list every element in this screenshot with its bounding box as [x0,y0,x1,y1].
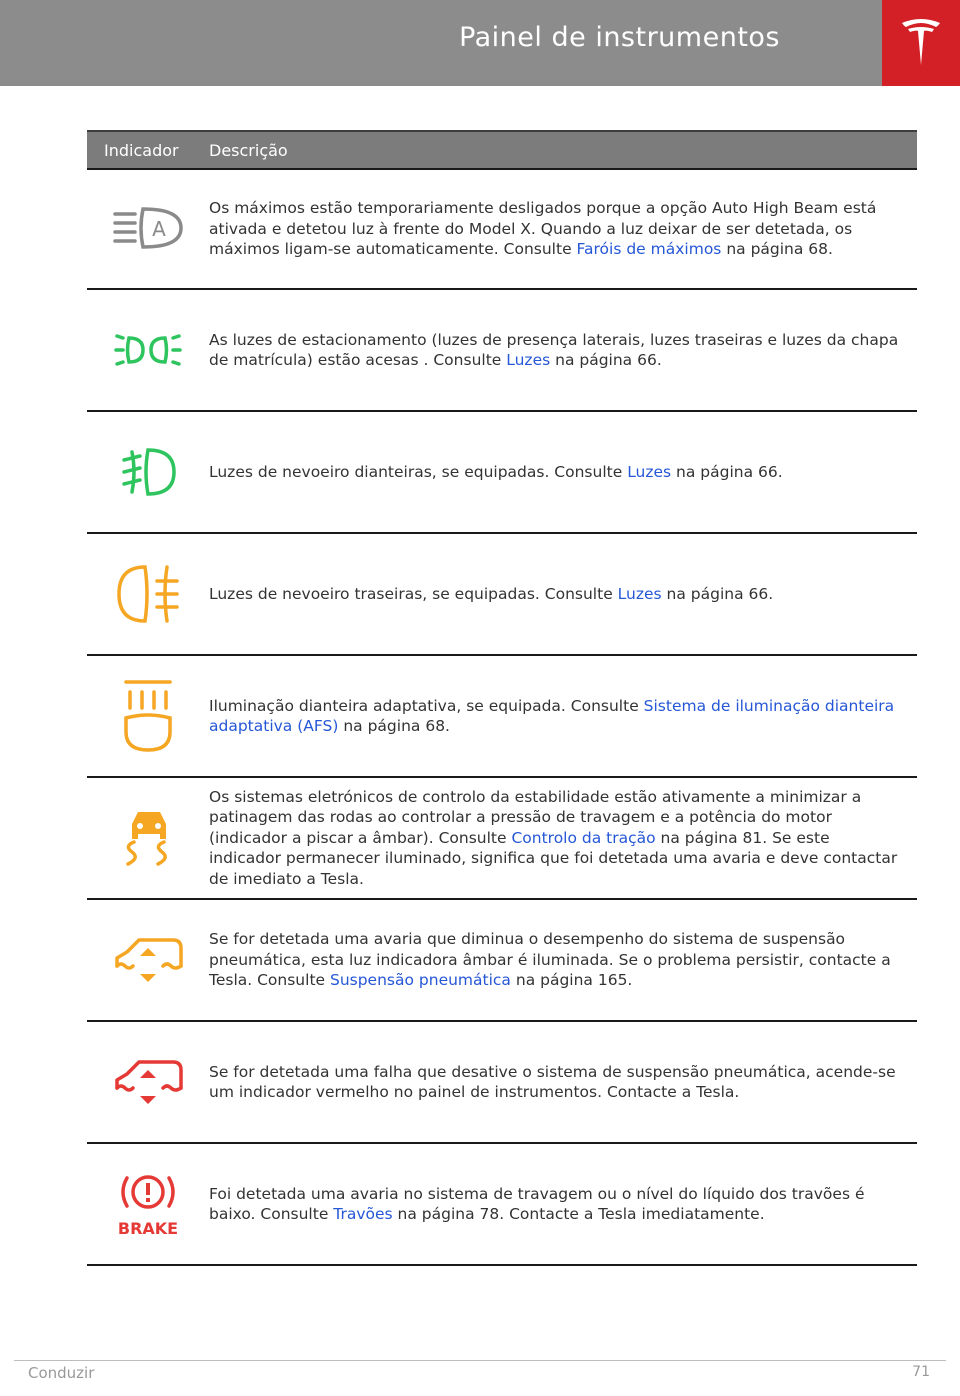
table-row [87,656,917,778]
row-description: Luzes de nevoeiro traseiras, se equipadas. Consulte Luzes na página 66. [209,584,774,603]
footer-divider [14,1360,946,1361]
adaptive-front-lighting-icon [120,678,176,754]
link-afs[interactable]: Sistema de iluminação dianteira adaptativa (AFS) [209,696,895,735]
table-row [87,1144,917,1266]
column-header-description: Descrição [209,140,288,160]
table-row [87,412,917,534]
footer-section: Conduzir [28,1364,95,1382]
row-description: Iluminação dianteira adaptativa, se equipada. Consulte Sistema de iluminação dianteira adaptativa (AFS) na página 68. [209,696,895,735]
brake-warning-icon [113,1168,183,1240]
brake-label: BRAKE [117,1219,179,1238]
tesla-logo-icon [898,17,944,69]
front-fog-lights-icon [118,442,178,502]
indicator-table [87,130,917,1266]
row-description: Foi detetada uma avaria no sistema de travagem ou o nível do líquido dos travões é baixo. Consulte Travões na página 78. Contacte a Tesla imediatamente. [209,1184,865,1223]
auto-high-beam-icon [113,204,183,254]
link-luzes[interactable]: Luzes [617,584,662,603]
table-row [87,534,917,656]
row-description: As luzes de estacionamento (luzes de presença laterais, luzes traseiras e luzes da chapa de matrícula) estão acesas . Consulte Luzes na página 66. [209,330,899,369]
air-suspension-red-icon [111,1056,185,1108]
table-row [87,778,917,900]
link-luzes[interactable]: Luzes [506,351,551,369]
page-number: 71 [912,1364,930,1380]
parking-lights-icon [113,330,183,370]
traction-control-icon [120,808,176,868]
page-title: Painel de instrumentos [459,22,780,53]
table-row [87,1022,917,1144]
table-row [87,168,917,290]
column-header-indicator: Indicador [104,140,179,160]
header-bar [0,0,882,86]
link-suspensao-pneumatica[interactable]: Suspensão pneumática [329,971,511,990]
link-travoes[interactable]: Travões [333,1205,393,1223]
svg-text:A: A [152,217,166,241]
row-description: Os máximos estão temporariamente desligados porque a opção Auto High Beam está ativada e detetou luz à frente do Model X. Quando a luz deixar de ser detetada, os máximos ligam-se automaticamente. Consulte Faróis de máximos na página 68. [209,199,877,259]
link-luzes[interactable]: Luzes [627,462,672,481]
rear-fog-lights-icon [115,561,181,627]
tesla-logo [882,0,960,86]
table-header [87,130,917,168]
air-suspension-amber-icon [111,934,185,986]
row-description: Luzes de nevoeiro dianteiras, se equipadas. Consulte Luzes na página 66. [209,462,783,481]
link-controlo-tracao[interactable]: Controlo da tração [511,828,656,847]
link-farois-maximos[interactable]: Faróis de máximos [576,240,722,259]
row-description: Se for detetada uma avaria que diminua o desempenho do sistema de suspensão pneumática, esta luz indicadora âmbar é iluminada. Se o problema persistir, contacte a Tesla. Consulte Suspensão pneumática na página 165. [209,930,891,990]
row-description: Se for detetada uma falha que desative o sistema de suspensão pneumática, acende-se um indicador vermelho no painel de instrumentos. Contacte a Tesla. [209,1062,896,1101]
table-row [87,290,917,412]
table-row [87,900,917,1022]
row-description: Os sistemas eletrónicos de controlo da estabilidade estão ativamente a minimizar a patinagem das rodas ao controlar a pressão de travagem e a potência do motor (indicador a piscar a âmbar). Consulte Controlo da tração na página 81. Se este indicador permanecer iluminado, significa que foi detetada uma avaria e deve contactar de imediato a Tesla. [209,787,898,888]
